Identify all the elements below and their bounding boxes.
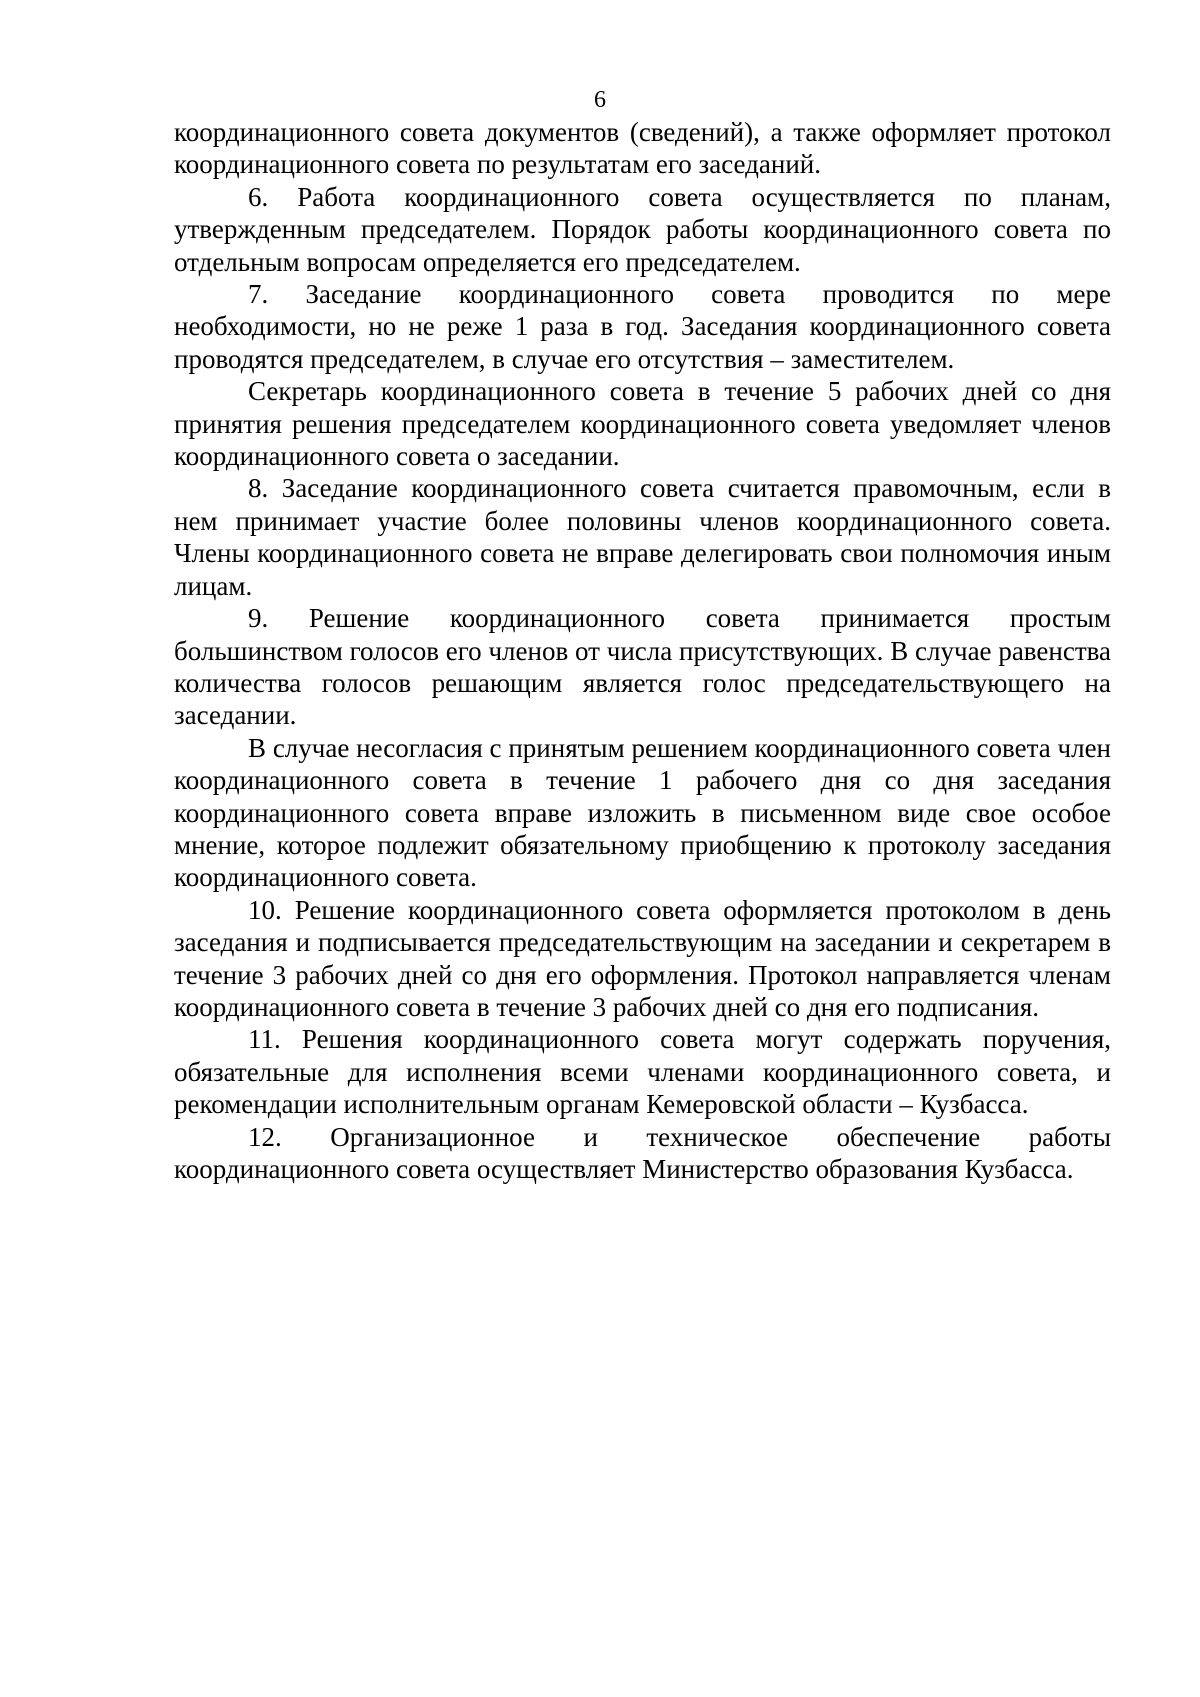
paragraph-item-11: 11. Решения координационного совета могут содержать поручения, обязательные для исполнения всеми членами координационного совета, и рекомендации исполнительным органам Кемеровской области – Кузбасса. [174, 1024, 1111, 1120]
document-body [174, 116, 1111, 1185]
paragraph-secretary-notice: Секретарь координационного совета в течение 5 рабочих дней со дня принятия решения председателем координационного совета уведомляет членов координационного совета о заседании. [174, 376, 1111, 472]
page-number: 6 [594, 87, 606, 113]
paragraph-item-6: 6. Работа координационного совета осуществляется по планам, утвержденным председателем. Порядок работы координационного совета по отдельным вопросам определяется его председателем. [174, 181, 1111, 277]
paragraph-dissent: В случае несогласия с принятым решением координационного совета член координационного совета в течение 1 рабочего дня со дня заседания координационного совета вправе изложить в письменном виде свое особое мнение, которое подлежит обязательному приобщению к протоколу заседания координационного совета. [174, 732, 1111, 893]
paragraph-item-8: 8. Заседание координационного совета считается правомочным, если в нем принимает участие более половины членов координационного совета. Члены координационного совета не вправе делегировать свои полномочия иным лицам. [174, 473, 1111, 601]
paragraph-item-7: 7. Заседание координационного совета проводится по мере необходимости, но не реже 1 раза в год. Заседания координационного совета проводятся председателем, в случае его отсутствия – заместителем. [174, 279, 1111, 374]
paragraph-item-10: 10. Решение координационного совета оформляется протоколом в день заседания и подписывается председательствующим на заседании и секретарем в течение 3 рабочих дней со дня его оформления. Протокол направляется членам координационного совета в течение 3 рабочих дней со дня его подписания. [174, 894, 1111, 1022]
paragraph-continuation: координационного совета документов (сведений), а также оформляет протокол координационного совета по результатам его заседаний. [174, 117, 1111, 180]
paragraph-item-9: 9. Решение координационного совета принимается простым большинством голосов его членов от числа присутствующих. В случае равенства количества голосов решающим является голос председательствующего на заседании. [174, 603, 1111, 731]
paragraph-item-12: 12. Организационное и техническое обеспечение работы координационного совета осуществляет Министерство образования Кузбасса. [174, 1121, 1111, 1184]
